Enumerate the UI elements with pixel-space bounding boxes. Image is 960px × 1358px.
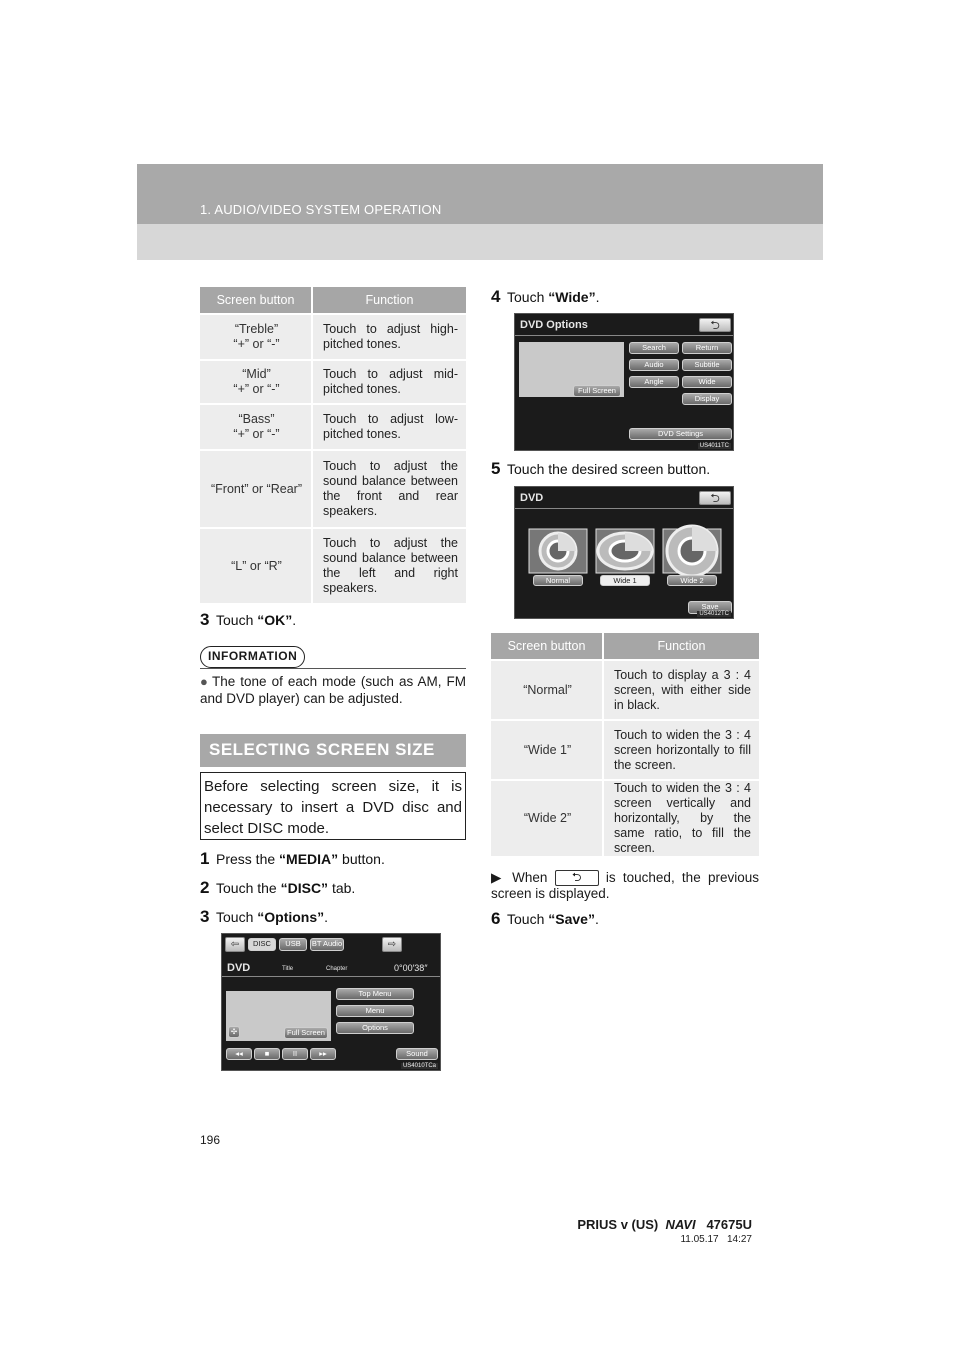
table-row xyxy=(200,314,466,360)
options-button[interactable]: Options xyxy=(336,1022,414,1034)
screen-title: DVD Options xyxy=(520,319,588,331)
audio-button[interactable]: Audio xyxy=(629,359,679,371)
chapter-label: Chapter xyxy=(326,966,348,972)
step-touch-options: 3 Touch “Options”. xyxy=(200,907,329,926)
row-function: Touch to widen the 3 : 4 screen horizontally to fill the screen. xyxy=(603,720,759,780)
stop-button[interactable]: ■ xyxy=(254,1048,280,1060)
tab-bt-audio[interactable]: BT Audio xyxy=(310,938,344,951)
row-button: “Treble” “+” or “-” xyxy=(200,314,312,360)
return-arrow-icon[interactable]: ⮌ xyxy=(699,491,731,505)
row-button: “Front” or “Rear” xyxy=(200,450,312,528)
page-number: 196 xyxy=(200,1133,221,1147)
screen-title: DVD xyxy=(520,492,544,504)
wide1-illustration-icon xyxy=(596,529,654,573)
section-heading: SELECTING SCREEN SIZE xyxy=(200,734,466,767)
display-button[interactable]: Display xyxy=(682,393,732,405)
row-button: “Wide 2” xyxy=(491,780,603,856)
row-button: “Mid” “+” or “-” xyxy=(200,360,312,404)
step-touch-save: 6 Touch “Save”. xyxy=(491,909,599,928)
tab-disc[interactable]: DISC xyxy=(248,938,276,951)
menu-button[interactable]: Menu xyxy=(336,1005,414,1017)
row-button: “Wide 1” xyxy=(491,720,603,780)
step-touch-disc: 2 Touch the “DISC” tab. xyxy=(200,878,356,897)
section-title: 1. AUDIO/VIDEO SYSTEM OPERATION xyxy=(200,202,442,217)
screen-size-illustrations xyxy=(515,487,734,619)
row-function: Touch to adjust the sound balance between the left and right speakers. xyxy=(312,528,466,603)
elapsed-time: 0°00′38″ xyxy=(394,963,428,973)
table-row xyxy=(200,360,466,404)
wide-2-button[interactable]: Wide 2 xyxy=(667,575,717,586)
normal-button[interactable]: Normal xyxy=(533,575,583,586)
save-button[interactable]: Save xyxy=(688,601,732,614)
table-row xyxy=(491,660,759,720)
bullet-icon: ● xyxy=(200,674,208,689)
title-label: Title xyxy=(282,966,294,972)
step-touch-ok: 3 Touch “OK”. xyxy=(200,610,297,629)
table-row xyxy=(200,528,466,603)
forward-arrow-icon[interactable]: ⇨ xyxy=(382,937,402,952)
figure-code: US4011TC xyxy=(699,443,729,449)
sound-button[interactable]: Sound xyxy=(396,1048,438,1060)
information-text: ● The tone of each mode (such as AM, FM and DVD player) can be adjusted. xyxy=(200,674,466,706)
footer-date: 11.05.17 14:27 xyxy=(680,1234,752,1245)
back-arrow-icon[interactable]: ⇦ xyxy=(225,937,245,952)
fast-forward-button[interactable]: ▸▸ xyxy=(310,1048,336,1060)
table-row xyxy=(491,720,759,780)
row-function: Touch to display a 3 : 4 screen, with either side in black. xyxy=(603,660,759,720)
table-row xyxy=(491,780,759,856)
section-intro: Before selecting screen size, it is necessary to insert a DVD disc and select DISC mode. xyxy=(200,772,466,840)
table-row xyxy=(200,404,466,450)
disc-screen xyxy=(221,933,441,1071)
return-arrow-icon: ⮌ xyxy=(555,870,599,886)
bullet-icon: ▶ xyxy=(491,870,505,885)
rewind-button[interactable]: ◂◂ xyxy=(226,1048,252,1060)
angle-button[interactable]: Angle xyxy=(629,376,679,388)
figure-code: US4012TC xyxy=(699,611,729,617)
top-menu-button[interactable]: Top Menu xyxy=(336,988,414,1000)
step-touch-screen-button: 5 Touch the desired screen button. xyxy=(491,459,711,478)
pause-button[interactable]: II xyxy=(282,1048,308,1060)
row-function: Touch to adjust mid-pitched tones. xyxy=(312,360,466,404)
return-note: ▶ When ⮌ is touched, the previous screen is displayed. xyxy=(491,870,759,902)
row-button: “L” or “R” xyxy=(200,528,312,603)
tone-table-header-button: Screen button xyxy=(200,287,312,314)
information-divider xyxy=(200,668,466,669)
row-function: Touch to adjust high-pitched tones. xyxy=(312,314,466,360)
wide-1-button[interactable]: Wide 1 xyxy=(600,575,650,586)
full-screen-button[interactable]: Full Screen xyxy=(573,385,621,397)
wide-button[interactable]: Wide xyxy=(682,376,732,388)
row-function: Touch to widen the 3 : 4 screen vertically and horizontally, by the same ratio, to fill the screen. xyxy=(603,780,759,856)
mode-label: DVD xyxy=(227,962,251,974)
step-number: 3 xyxy=(200,610,210,629)
divider xyxy=(515,335,734,336)
size-table-header-function: Function xyxy=(603,633,759,660)
figure-code: US4010TCa xyxy=(402,1063,436,1069)
information-tag: INFORMATION xyxy=(200,646,305,668)
row-button: “Bass” “+” or “-” xyxy=(200,404,312,450)
table-row xyxy=(200,450,466,528)
wide2-illustration-icon xyxy=(663,526,721,576)
normal-illustration-icon xyxy=(529,529,587,573)
return-button[interactable]: Return xyxy=(682,342,732,354)
row-button: “Normal” xyxy=(491,660,603,720)
dvd-wide-screen xyxy=(514,486,734,619)
return-arrow-icon[interactable]: ⮌ xyxy=(699,318,731,332)
screen-size-table xyxy=(491,633,759,856)
step-touch-wide: 4 Touch “Wide”. xyxy=(491,287,600,306)
tone-table-header-function: Function xyxy=(312,287,466,314)
full-screen-button[interactable]: Full Screen xyxy=(284,1027,328,1039)
expand-icon[interactable]: ✣ xyxy=(228,1026,240,1038)
footer-model: PRIUS v (US) NAVI 47675U xyxy=(577,1217,752,1232)
divider xyxy=(222,976,441,977)
row-function: Touch to adjust low-pitched tones. xyxy=(312,404,466,450)
dvd-settings-button[interactable]: DVD Settings xyxy=(629,428,732,440)
size-table-header-button: Screen button xyxy=(491,633,603,660)
subtitle-button[interactable]: Subtitle xyxy=(682,359,732,371)
dvd-options-screen xyxy=(514,313,734,451)
tone-table xyxy=(200,287,466,603)
search-button[interactable]: Search xyxy=(629,342,679,354)
tab-usb[interactable]: USB xyxy=(279,938,307,951)
step-press-media: 1 Press the “MEDIA” button. xyxy=(200,849,385,868)
row-function: Touch to adjust the sound balance between the front and rear speakers. xyxy=(312,450,466,528)
